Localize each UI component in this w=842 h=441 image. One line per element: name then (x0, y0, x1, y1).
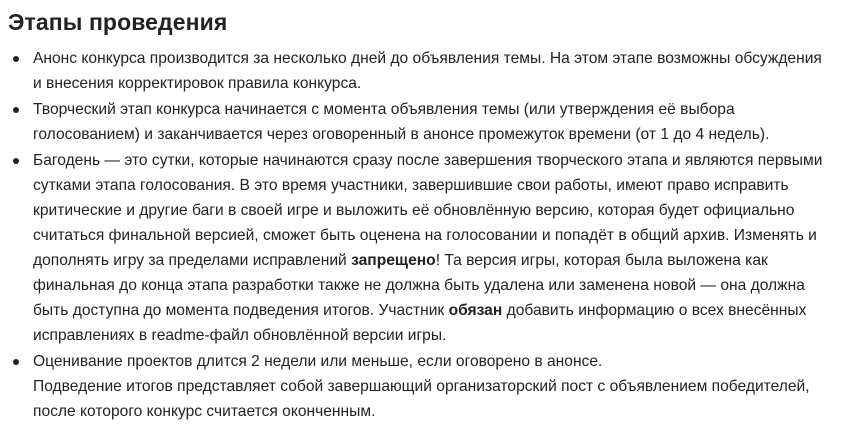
bullet-icon (13, 107, 19, 113)
bullet-icon (13, 56, 19, 62)
list-item-text-part: ! Та версия игры, которая была выложена как финальная до конца этапа разработки также не должна быть удалена или заменена новой — она должна быть доступна до момента подведения итогов. Участник (33, 252, 805, 319)
list-item (8, 349, 832, 424)
list-item-text: Оценивание проектов длится 2 недели или меньше, если оговорено в анонсе. (33, 353, 603, 370)
stages-list (8, 46, 832, 424)
bullet-icon (13, 158, 19, 164)
list-item-text-continuation: Подведение итогов представляет собой завершающий организаторский пост с объявлением победителей, после которого конкурс считается оконченным. (33, 378, 810, 420)
section-title: Этапы проведения (8, 9, 228, 35)
list-item (8, 148, 832, 348)
bullet-icon (13, 359, 19, 365)
list-item (8, 46, 832, 96)
list-item (8, 97, 832, 147)
list-item-text: Творческий этап конкурса начинается с момента объявления темы (или утверждения её выбора голосованием) и заканчивается через оговоренный в анонсе промежуток времени (от 1 до 4 недель). (33, 101, 770, 143)
list-item-text-part: Багодень — это сутки, которые начинаются сразу после завершения творческого этапа и являются первыми сутками этапа голосования. В это время участники, завершившие свои работы, имеют право исправить критические и другие баги в своей игре и выложить её обновлённую версию, которая будет официально считаться финальной версией, сможет быть оценена на голосовании и попадёт в общий архив. Изменять и дополнять игру за пределами исправлений (33, 152, 823, 269)
emphasis-forbidden: запрещено (351, 252, 436, 269)
emphasis-obliged: обязан (448, 302, 503, 319)
list-item-text: Анонс конкурса производится за несколько дней до объявления темы. На этом этапе возможны обсуждения и внесения корректировок правила конкурса. (33, 50, 822, 92)
list-item-text-part: добавить информацию о всех внесённых исправлениях в readme-файл обновлённой версии игры. (33, 302, 807, 344)
